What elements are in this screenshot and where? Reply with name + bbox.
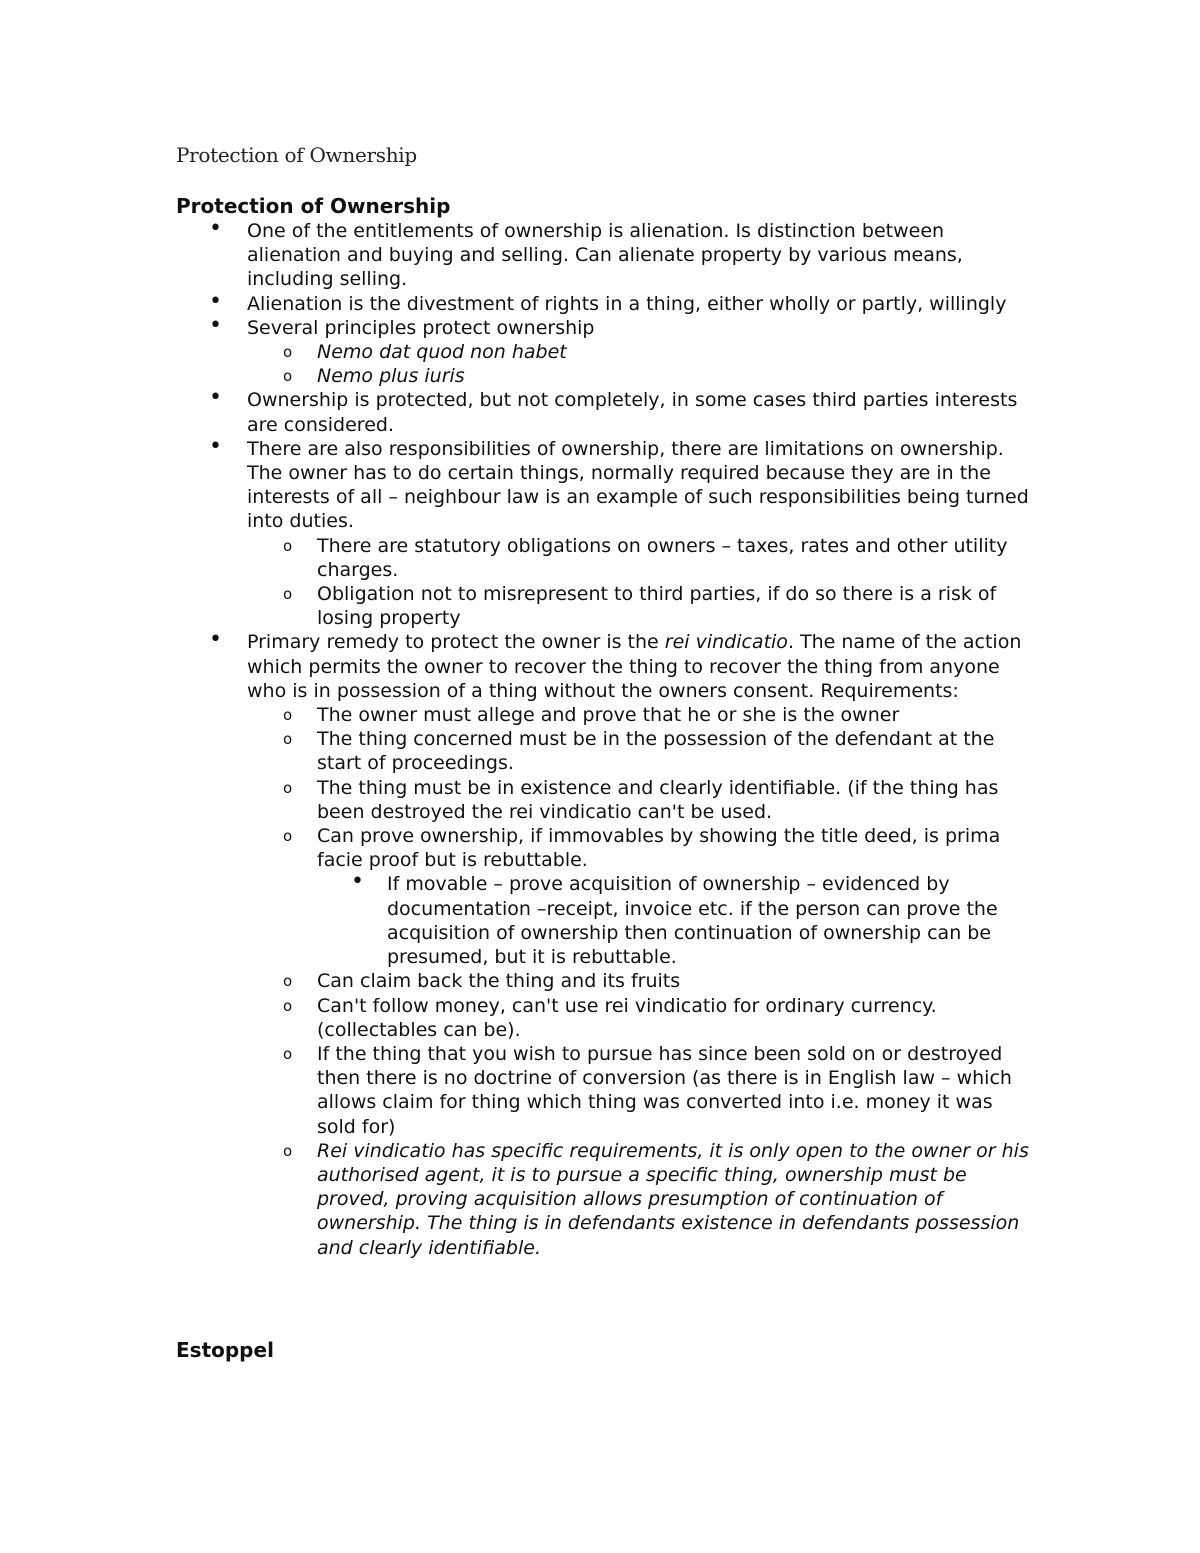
sub-list-item xyxy=(176,1042,1036,1139)
list-item-text: Obligation not to misrepresent to third parties, if do so there is a risk of losing property xyxy=(317,583,997,630)
list-item-text: The thing concerned must be in the possession of the defendant at the start of proceedings. xyxy=(317,728,995,775)
list-item-text: Can claim back the thing and its fruits xyxy=(317,970,681,993)
list-item xyxy=(176,433,1036,534)
circle-bullet-icon: o xyxy=(283,730,293,749)
sub-list-item xyxy=(176,969,1036,993)
text-run: Primary remedy to protect the owner is the xyxy=(247,631,665,654)
list-item-text: Rei vindicatio has specific requirements, it is only open to the owner or his authorised agent, it is to pursue a specific thing, ownership must be proved, proving acquisition allows presumption of continuation of ownership. The thing is in defendants existence in defendants possession and clearly identifiable. xyxy=(317,1139,1029,1259)
text-run: . The name of the action which permits the owner to recover the thing to recover the thing from anyone who is in possession of a thing without the owners consent. Requirements: xyxy=(247,631,1022,702)
list-item xyxy=(176,312,1036,340)
list-item-text: Can't follow money, can't use rei vindicatio for ordinary currency. (collectables can be). xyxy=(317,994,937,1041)
circle-bullet-icon: o xyxy=(283,778,293,797)
sub-list-item xyxy=(176,1139,1036,1260)
circle-bullet-icon: o xyxy=(283,1141,293,1160)
bullet-icon: • xyxy=(209,288,222,314)
bullet-icon: • xyxy=(209,433,222,459)
list-item xyxy=(176,627,1036,703)
next-section-heading: Estoppel xyxy=(176,1338,274,1362)
circle-bullet-icon: o xyxy=(283,972,293,991)
list-item xyxy=(176,288,1036,316)
sub-list-item xyxy=(176,364,1036,388)
list-item-text: There are statutory obligations on owners – taxes, rates and other utility charges. xyxy=(317,534,1008,581)
sub-list-item xyxy=(176,994,1036,1042)
list-item-text: Can prove ownership, if immovables by showing the title deed, is prima facie proof but is rebuttable. xyxy=(317,825,1001,872)
list-item-text: If the thing that you wish to pursue has since been sold on or destroyed then there is no doctrine of conversion (as there is in English law – which allows claim for thing which thing was converted into i.e. money it was sold for) xyxy=(317,1042,1012,1138)
bullet-icon: • xyxy=(209,216,222,241)
sub-list-item xyxy=(176,582,1036,630)
list-item-text: Nemo plus iuris xyxy=(317,365,465,388)
circle-bullet-icon: o xyxy=(283,1044,293,1063)
italic-term: rei vindicatio xyxy=(664,631,788,654)
section-heading: Protection of Ownership xyxy=(176,194,451,218)
circle-bullet-icon: o xyxy=(283,706,293,725)
list-item-text: There are also responsibilities of ownership, there are limitations on ownership. The owner has to do certain things, normally required because they are in the interests of all – neighbour law is an example of such responsibilities being turned into duties. xyxy=(247,437,1029,533)
list-item-text: Nemo dat quod non habet xyxy=(317,341,567,364)
sub-list-item xyxy=(176,776,1036,824)
bullet-list xyxy=(176,216,1036,1260)
circle-bullet-icon: o xyxy=(283,343,293,362)
list-item-text: Ownership is protected, but not completely, in some cases third parties interests are considered. xyxy=(247,389,1018,436)
sub-list-item xyxy=(176,703,1036,727)
list-item-text: Alienation is the divestment of rights in a thing, either wholly or partly, willingly xyxy=(247,292,1007,315)
bullet-icon: • xyxy=(209,385,222,411)
list-item-text: The owner must allege and prove that he or she is the owner xyxy=(317,704,900,727)
list-item xyxy=(176,216,1036,292)
bullet-icon: • xyxy=(351,869,364,895)
circle-bullet-icon: o xyxy=(283,585,293,604)
list-item xyxy=(176,385,1036,436)
list-item-text: If movable – prove acquisition of ownership – evidenced by documentation –receipt, invoice etc. if the person can prove the acquisition of ownership then continuation of ownership can be presumed, but it is rebuttable. xyxy=(387,873,998,969)
sub-list-item xyxy=(176,727,1036,775)
document-title: Protection of Ownership xyxy=(176,143,417,167)
list-item-text: One of the entitlements of ownership is alienation. Is distinction between alienation and buying and selling. Can alienate property by various means, including selling. xyxy=(247,220,963,291)
circle-bullet-icon: o xyxy=(283,827,293,846)
circle-bullet-icon: o xyxy=(283,996,293,1015)
list-item-text: Several principles protect ownership xyxy=(247,316,595,339)
sub-list-item xyxy=(176,340,1036,364)
bullet-icon: • xyxy=(209,312,222,338)
list-item-text xyxy=(247,631,1021,701)
sub-sub-list-item xyxy=(176,869,1036,969)
circle-bullet-icon: o xyxy=(283,536,293,555)
sub-list-item xyxy=(176,824,1036,872)
bullet-icon: • xyxy=(209,627,222,653)
sub-list-item xyxy=(176,534,1036,582)
list-item-text: The thing must be in existence and clearly identifiable. (if the thing has been destroyed the rei vindicatio can't be used. xyxy=(317,776,999,823)
circle-bullet-icon: o xyxy=(283,367,293,386)
